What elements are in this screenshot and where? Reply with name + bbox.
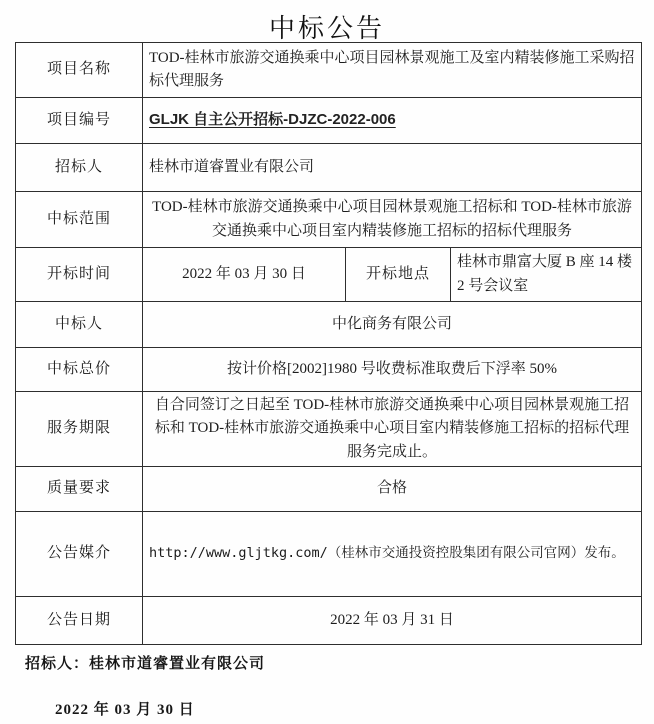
table-row-quality (16, 466, 642, 511)
row-value-media: http://www.gljtkg.com/（桂林市交通投资控股集团有限公司官网）发布。 (143, 511, 642, 596)
row-value-quality: 合格 (143, 466, 642, 511)
row-value-project-name: TOD-桂林市旅游交通换乘中心项目园林景观施工及室内精装修施工采购招标代理服务 (143, 43, 642, 98)
table-row-opening (16, 248, 642, 302)
table-row-total-price (16, 348, 642, 392)
row-label-total-price: 中标总价 (16, 348, 143, 392)
table-row-announce-date (16, 596, 642, 644)
row-value-winner: 中化商务有限公司 (143, 302, 642, 348)
row-label-opening-time: 开标时间 (16, 248, 143, 302)
row-label-announce-date: 公告日期 (16, 596, 143, 644)
footer-tenderer: 招标人：桂林市道睿置业有限公司 (25, 656, 266, 672)
row-label-service-period: 服务期限 (16, 392, 143, 467)
row-label-winner: 中标人 (16, 302, 143, 348)
row-value-announce-date: 2022 年 03 月 31 日 (143, 596, 642, 644)
row-value-bid-scope: TOD-桂林市旅游交通换乘中心项目园林景观施工招标和 TOD-桂林市旅游交通换乘中心项目室内精装修施工招标的招标代理服务 (143, 192, 642, 248)
row-value-project-number (143, 98, 642, 144)
table-row-service-period (16, 392, 642, 467)
footer-signature-date: 2022 年 03 月 30 日 (55, 702, 195, 718)
row-label-tenderer: 招标人 (16, 144, 143, 192)
row-value-opening-time: 2022 年 03 月 30 日 (143, 248, 346, 302)
announcement-table (15, 42, 642, 645)
table-row-project-name (16, 43, 642, 98)
row-label-project-number: 项目编号 (16, 98, 143, 144)
row-label-opening-place: 开标地点 (346, 248, 451, 302)
row-value-total-price: 按计价格[2002]1980 号收费标准取费后下浮率 50% (143, 348, 642, 392)
project-number-text: GLJK 自主公开招标-DJZC-2022-006 (149, 111, 396, 129)
table-row-media (16, 511, 642, 596)
row-value-service-period: 自合同签订之日起至 TOD-桂林市旅游交通换乘中心项目园林景观施工招标和 TOD-桂林市旅游交通换乘中心项目室内精装修施工招标的招标代理服务完成止。 (143, 392, 642, 467)
table-row-winner (16, 302, 642, 348)
row-label-media: 公告媒介 (16, 511, 143, 596)
row-label-bid-scope: 中标范围 (16, 192, 143, 248)
page-title: 中标公告 (268, 14, 385, 43)
table-row-project-number (16, 98, 642, 144)
table-row-tenderer (16, 144, 642, 192)
row-value-tenderer: 桂林市道睿置业有限公司 (143, 144, 642, 192)
row-label-project-name: 项目名称 (16, 43, 143, 98)
table-row-bid-scope (16, 192, 642, 248)
row-label-quality: 质量要求 (16, 466, 143, 511)
row-value-opening-place: 桂林市鼎富大厦 B 座 14 楼 2 号会议室 (451, 248, 642, 302)
